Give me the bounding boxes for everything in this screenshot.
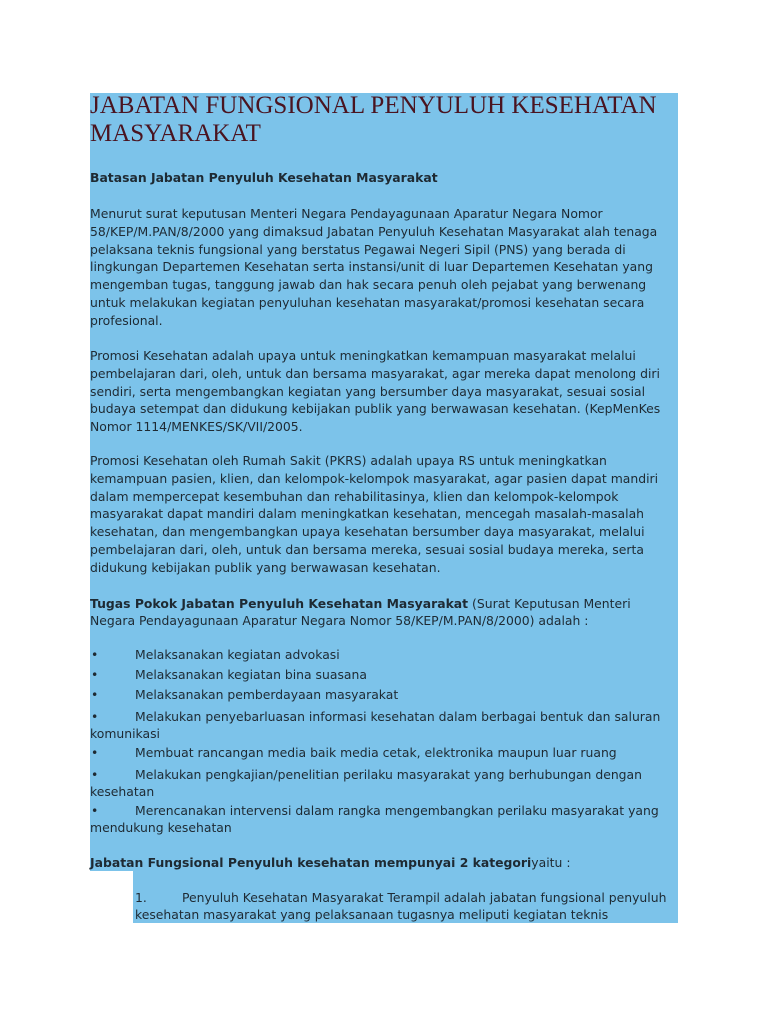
list-item: Melaksanakan kegiatan bina suasana [135,667,367,682]
kategori-text: yaitu : [531,855,571,870]
bullet-icon: • [91,667,99,682]
list-item: Melakukan pengkajian/penelitian perilaku masyarakat yang berhubungan dengan [135,767,642,782]
tugas-bold: Tugas Pokok Jabatan Penyuluh Kesehatan Masyarakat [90,596,469,611]
text-line: pembelajaran dari, oleh, untuk dan bersama mereka, sesuai sosial budaya mereka, serta [90,542,644,557]
section-heading: Batasan Jabatan Penyuluh Kesehatan Masyarakat [90,170,438,185]
list-item: kesehatan [90,784,155,799]
text-line: Promosi Kesehatan adalah upaya untuk meningkatkan kemampuan masyarakat melalui [90,348,636,363]
text-line: sendiri, serta mengembangkan kegiatan yang bersumber daya masyarakat, sesuai sosial [90,383,646,399]
text-line: kemampuan pasien, klien, dan kelompok-kelompok masyarakat, agar pasien dapat mandiri [90,470,659,486]
list-item: Melaksanakan pemberdayaan masyarakat [135,687,399,702]
list-number: 1. [135,890,147,905]
bullet-icon: • [91,803,99,818]
kategori-bold: Jabatan Fungsional Penyuluh kesehatan mempunyai 2 kategori [90,855,532,870]
text-line: mengemban tugas, tanggung jawab dan hak secara penuh oleh pejabat yang berwenang [90,277,647,293]
text-line: 58/KEP/M.PAN/8/2000 yang dimaksud Jabatan Penyuluh Kesehatan Masyarakat alah tenaga [90,223,658,239]
bullet-icon: • [91,745,99,760]
list-item: Membuat rancangan media baik media cetak, elektronika maupun luar ruang [135,745,617,760]
bullet-icon: • [91,647,99,662]
list-item: Melaksanakan kegiatan advokasi [135,647,340,662]
text-line: kesehatan, dan mengembangkan upaya kesehatan bersumber daya masyarakat, melalui [90,524,645,540]
tugas-text: Negara Pendayagunaan Aparatur Negara Nomor 58/KEP/M.PAN/8/2000) adalah : [90,613,589,628]
text-line: Nomor 1114/MENKES/SK/VII/2005. [90,419,303,435]
text-line: Menurut surat keputusan Menteri Negara Pendayagunaan Aparatur Negara Nomor [90,206,603,221]
text-line: profesional. [90,312,163,328]
text-line: didukung kebijakan publik yang berwawasan kesehatan. [90,559,441,575]
text-line: budaya setempat dan didukung kebijakan publik yang berwawasan kesehatan. (KepMenKes [90,401,661,417]
text-line: masyarakat dapat mandiri dalam meningkatkan kesehatan, mencegah masalah-masalah [90,506,645,522]
text-line: pelaksana teknis fungsional yang berstatus Pegawai Negeri Sipil (PNS) yang berada di [90,241,626,257]
list-item-text: Penyuluh Kesehatan Masyarakat Terampil adalah jabatan fungsional penyuluh [182,890,667,905]
tugas-heading [90,595,631,612]
document-title: JABATAN FUNGSIONAL PENYULUH KESEHATAN [90,92,657,119]
text-line: untuk melakukan kegiatan penyuluhan kesehatan masyarakat/promosi kesehatan secara [90,295,645,310]
bullet-icon: • [91,709,99,724]
kategori-heading [90,854,571,871]
text-line: dalam mempercepat kesembuhan dan rehabilitasinya, klien dan kelompok-kelompok [90,488,619,504]
text-line: lingkungan Departemen Kesehatan serta instansi/unit di luar Departemen Kesehatan yang [90,259,653,275]
bullet-icon: • [91,767,99,782]
bullet-icon: • [91,687,99,702]
list-item: Melakukan penyebarluasan informasi kesehatan dalam berbagai bentuk dan saluran [135,709,661,724]
list-item-text: kesehatan masyarakat yang pelaksanaan tugasnya meliputi kegiatan teknis [135,907,609,922]
list-item: mendukung kesehatan [90,820,232,835]
list-item: Merencanakan intervensi dalam rangka mengembangkan perilaku masyarakat yang [135,803,659,818]
tugas-text: (Surat Keputusan Menteri [468,596,631,611]
text-line: Promosi Kesehatan oleh Rumah Sakit (PKRS) adalah upaya RS untuk meningkatkan [90,453,607,468]
document-title: MASYARAKAT [90,120,261,147]
list-item: komunikasi [90,726,160,741]
text-line: pembelajaran dari, oleh, untuk dan bersama masyarakat, agar mereka dapat menolong diri [90,365,660,381]
